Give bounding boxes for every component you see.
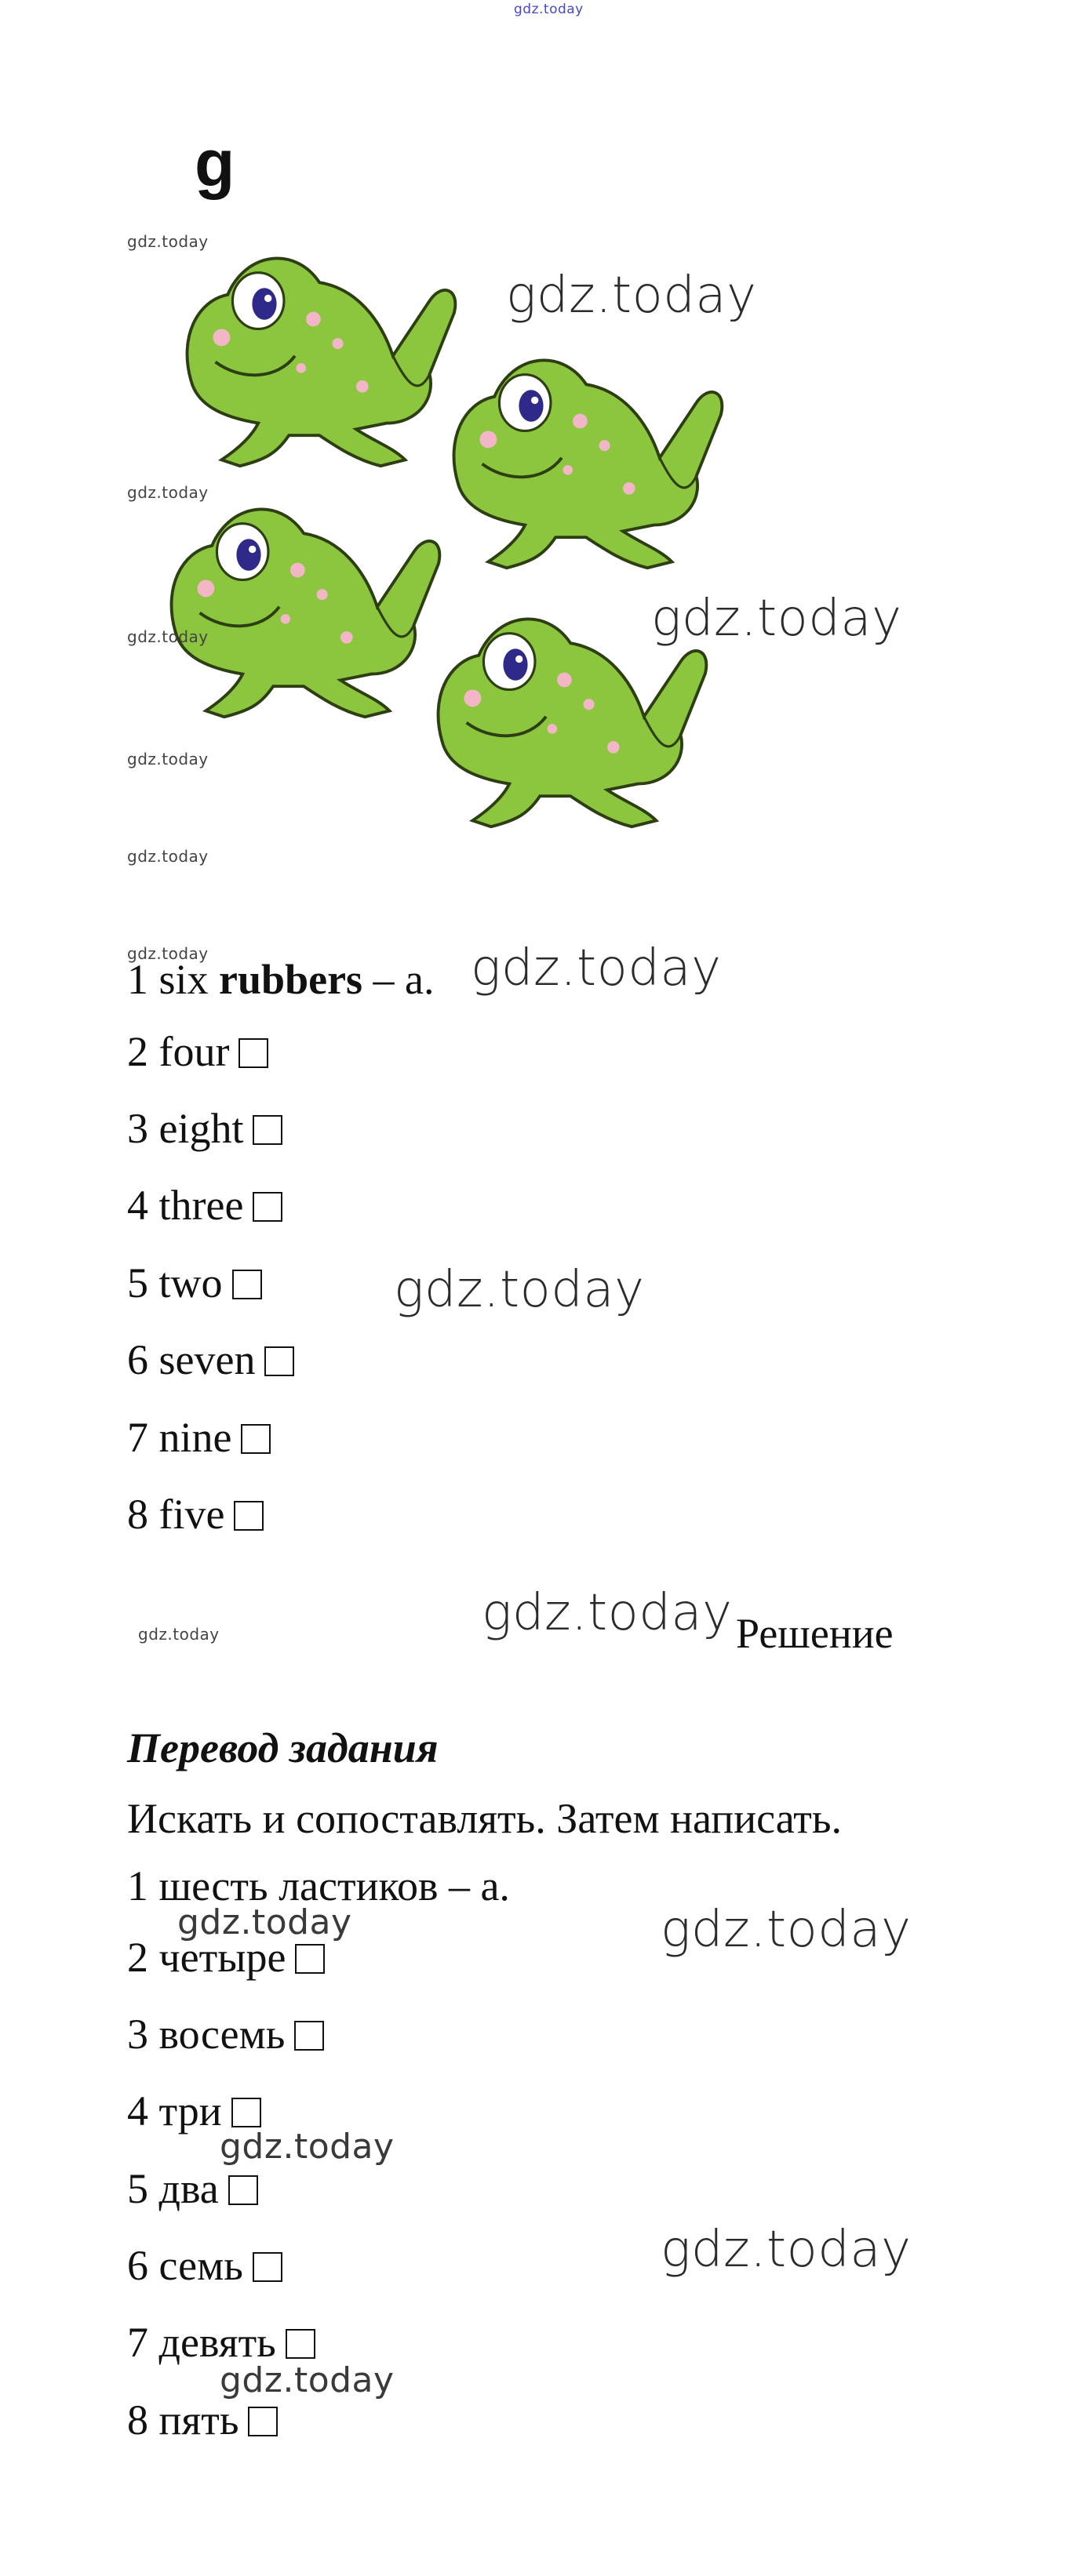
watermark-medium-1: gdz.today <box>177 1902 352 1942</box>
task-line-8: 8 five <box>127 1490 264 1539</box>
answer-checkbox[interactable] <box>248 2407 278 2436</box>
watermark-small-7: gdz.today <box>138 1625 220 1644</box>
answer-checkbox[interactable] <box>241 1424 271 1454</box>
answer-checkbox[interactable] <box>228 2175 258 2205</box>
exercise-letter: g <box>195 126 235 200</box>
translation-item-8: 8 пять <box>127 2396 278 2444</box>
translation-item-7: 7 девять <box>127 2318 315 2367</box>
task-line-1: 1 six rubbers – a. <box>127 956 435 1003</box>
watermark-small-1: gdz.today <box>127 232 209 251</box>
answer-checkbox[interactable] <box>231 2098 261 2127</box>
watermark-small-3: gdz.today <box>127 627 209 646</box>
watermark-small-6: gdz.today <box>127 944 209 963</box>
watermark-medium-2: gdz.today <box>220 2127 395 2167</box>
answer-checkbox[interactable] <box>238 1038 268 1068</box>
watermark-big-4: gdz.today <box>394 1261 645 1319</box>
solution-label: Решение <box>736 1610 894 1657</box>
answer-checkbox[interactable] <box>294 2021 324 2051</box>
task-line-5: 5 two <box>127 1259 262 1307</box>
watermark-small-5: gdz.today <box>127 847 209 866</box>
watermark-small-4: gdz.today <box>127 750 209 768</box>
translation-item-3: 3 восемь <box>127 2010 324 2058</box>
watermark-big-3: gdz.today <box>471 939 722 997</box>
frog-3 <box>172 509 440 717</box>
answer-checkbox[interactable] <box>253 2252 282 2282</box>
translation-item-5: 5 два <box>127 2164 258 2213</box>
frog-4 <box>439 619 707 827</box>
task-line-2: 2 four <box>127 1027 268 1076</box>
answer-checkbox[interactable] <box>264 1346 294 1376</box>
watermark-big-2: gdz.today <box>651 590 902 648</box>
frog-2 <box>454 360 723 568</box>
translation-heading: Перевод задания <box>127 1724 439 1771</box>
watermark-big-5: gdz.today <box>482 1584 733 1642</box>
watermark-medium-3: gdz.today <box>220 2360 395 2400</box>
answer-checkbox[interactable] <box>234 1501 264 1531</box>
watermark-big-1: gdz.today <box>506 267 757 325</box>
answer-checkbox[interactable] <box>232 1270 262 1299</box>
answer-checkbox[interactable] <box>295 1944 325 1974</box>
task-line-7: 7 nine <box>127 1413 271 1462</box>
task-line-6: 6 seven <box>127 1335 294 1384</box>
translation-item-6: 6 семь <box>127 2241 282 2290</box>
translation-item-2: 2 четыре <box>127 1933 325 1982</box>
watermark-top: gdz.today <box>514 2 584 17</box>
task-line-4: 4 three <box>127 1181 282 1230</box>
answer-checkbox[interactable] <box>286 2329 315 2359</box>
translation-instruction: Искать и сопоставлять. Затем написать. <box>127 1795 843 1842</box>
watermark-big-7: gdz.today <box>661 2221 912 2279</box>
translation-item-4: 4 три <box>127 2087 261 2135</box>
task-line-3: 3 eight <box>127 1104 282 1153</box>
answer-checkbox[interactable] <box>253 1115 282 1145</box>
watermark-big-6: gdz.today <box>661 1901 912 1959</box>
translation-item-1: 1 шесть ластиков – а. <box>127 1862 510 1909</box>
watermark-small-2: gdz.today <box>127 483 209 502</box>
frog-1 <box>188 258 456 466</box>
answer-checkbox[interactable] <box>253 1192 282 1222</box>
